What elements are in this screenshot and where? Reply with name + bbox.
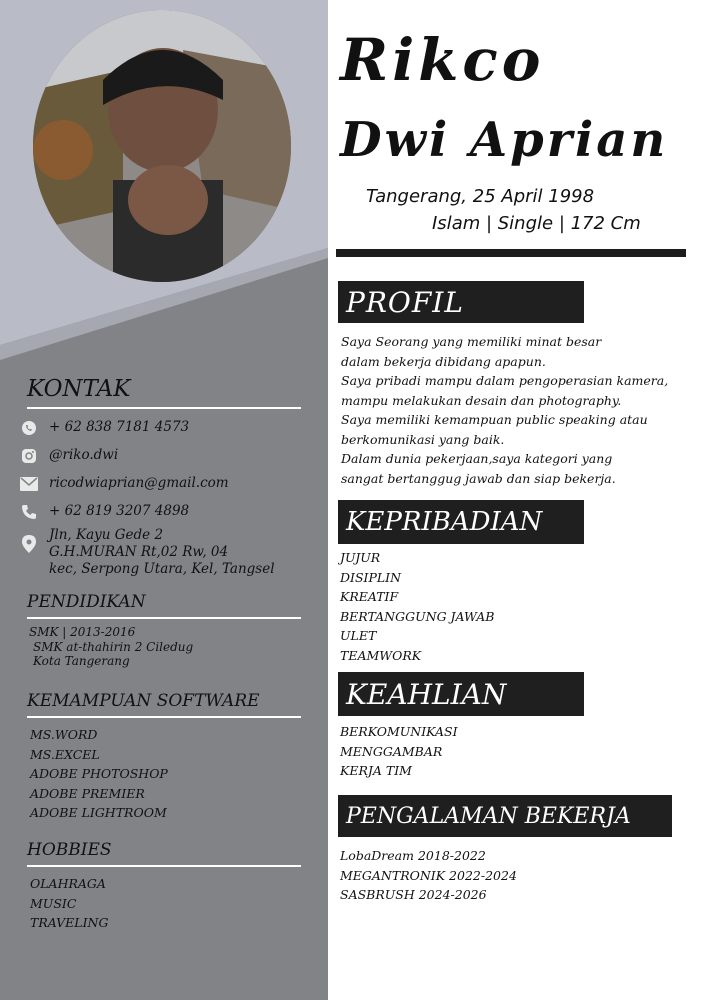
email-text: ricodwiaprian@gmail.com <box>49 475 229 491</box>
profil-line: sangat bertanggug jawab dan siap bekerja. <box>341 470 616 486</box>
list-item: OLAHRAGA <box>30 876 106 891</box>
kepribadian-heading: KEPRIBADIAN <box>338 500 584 544</box>
keahlian-heading: KEAHLIAN <box>338 672 584 716</box>
contact-phone1 <box>20 419 189 437</box>
profil-line: berkomunikasi yang baik. <box>341 431 505 447</box>
list-item: BERTANGGUNG JAWAB <box>340 608 495 624</box>
list-item: TRAVELING <box>30 915 109 930</box>
hobbies-divider <box>27 865 301 867</box>
profil-text <box>341 332 668 488</box>
list-item: MS.EXCEL <box>30 746 100 762</box>
list-item: ADOBE PREMIER <box>30 785 145 801</box>
list-item: ADOBE PHOTOSHOP <box>30 766 168 781</box>
list-item: LobaDream 2018-2022 <box>340 848 486 863</box>
address-text <box>49 527 275 578</box>
education-city: Kota Tangerang <box>33 654 130 668</box>
software-divider <box>27 716 301 718</box>
list-item: ULET <box>340 628 377 643</box>
kontak-divider <box>27 407 301 409</box>
list-item: TEAMWORK <box>340 647 422 663</box>
profil-line: Saya pribadi mampu dalam pengoperasian kamera, <box>341 373 669 388</box>
software-heading: KEMAMPUAN SOFTWARE <box>27 691 260 711</box>
list-item: MENGGAMBAR <box>340 743 443 759</box>
contact-address <box>20 527 275 578</box>
instagram-text: @riko.dwi <box>49 447 119 463</box>
location-icon <box>20 535 38 553</box>
list-item: BERKOMUNIKASI <box>340 724 458 739</box>
profile-photo <box>33 10 291 282</box>
list-item: DISIPLIN <box>340 569 402 585</box>
whatsapp-icon <box>20 419 38 437</box>
profil-heading: PROFIL <box>338 281 584 323</box>
personal-info: Islam | Single | 172 Cm <box>432 213 641 234</box>
list-item: MUSIC <box>30 895 77 911</box>
hobbies-list <box>30 874 108 933</box>
list-item: KREATIF <box>340 589 399 604</box>
list-item: KERJA TIM <box>340 763 412 778</box>
list-item: SASBRUSH 2024-2026 <box>340 887 487 902</box>
list-item: MS.WORD <box>30 727 98 742</box>
email-icon <box>20 475 38 493</box>
education-level: SMK | 2013-2016 <box>29 625 136 639</box>
profil-line: Saya Seorang yang memiliki minat besar <box>341 334 602 349</box>
phone1-text: + 62 838 7181 4573 <box>49 419 190 435</box>
list-item: MEGANTRONIK 2022-2024 <box>340 867 517 883</box>
kepribadian-list <box>340 548 495 665</box>
keahlian-list <box>340 722 458 781</box>
education-school: SMK at-thahirin 2 Ciledug <box>33 639 194 654</box>
address-line: kec, Serpong Utara, Kel, Tangsel <box>49 561 275 577</box>
contact-email <box>20 475 229 493</box>
education-block <box>29 625 193 669</box>
list-item: JUJUR <box>340 550 381 565</box>
contact-phone2 <box>20 503 189 521</box>
contact-instagram <box>20 447 118 465</box>
profil-line: Dalam dunia pekerjaan,saya kategori yang <box>341 451 613 466</box>
first-name: Rikco <box>340 26 545 94</box>
last-name: Dwi Aprian <box>340 112 669 168</box>
address-line: G.H.MURAN Rt,02 Rw, 04 <box>49 544 229 560</box>
header-divider <box>336 249 686 257</box>
kontak-heading: KONTAK <box>27 376 131 402</box>
hobbies-heading: HOBBIES <box>27 840 112 860</box>
birth-info: Tangerang, 25 April 1998 <box>366 186 595 207</box>
profil-line: Saya memiliki kemampuan public speaking atau <box>341 412 648 427</box>
instagram-icon <box>20 447 38 465</box>
pendidikan-divider <box>27 617 301 619</box>
phone2-text: + 62 819 3207 4898 <box>49 503 190 519</box>
address-line: Jln, Kayu Gede 2 <box>49 527 164 543</box>
list-item: ADOBE LIGHTROOM <box>30 805 167 820</box>
software-list <box>30 725 168 823</box>
pengalaman-heading: PENGALAMAN BEKERJA <box>338 795 672 837</box>
pengalaman-list <box>340 846 517 905</box>
profil-line: mampu melakukan desain dan photography. <box>341 392 622 408</box>
profil-line: dalam bekerja dibidang apapun. <box>341 353 546 369</box>
phone-icon <box>20 503 38 521</box>
pendidikan-heading: PENDIDIKAN <box>27 592 146 612</box>
